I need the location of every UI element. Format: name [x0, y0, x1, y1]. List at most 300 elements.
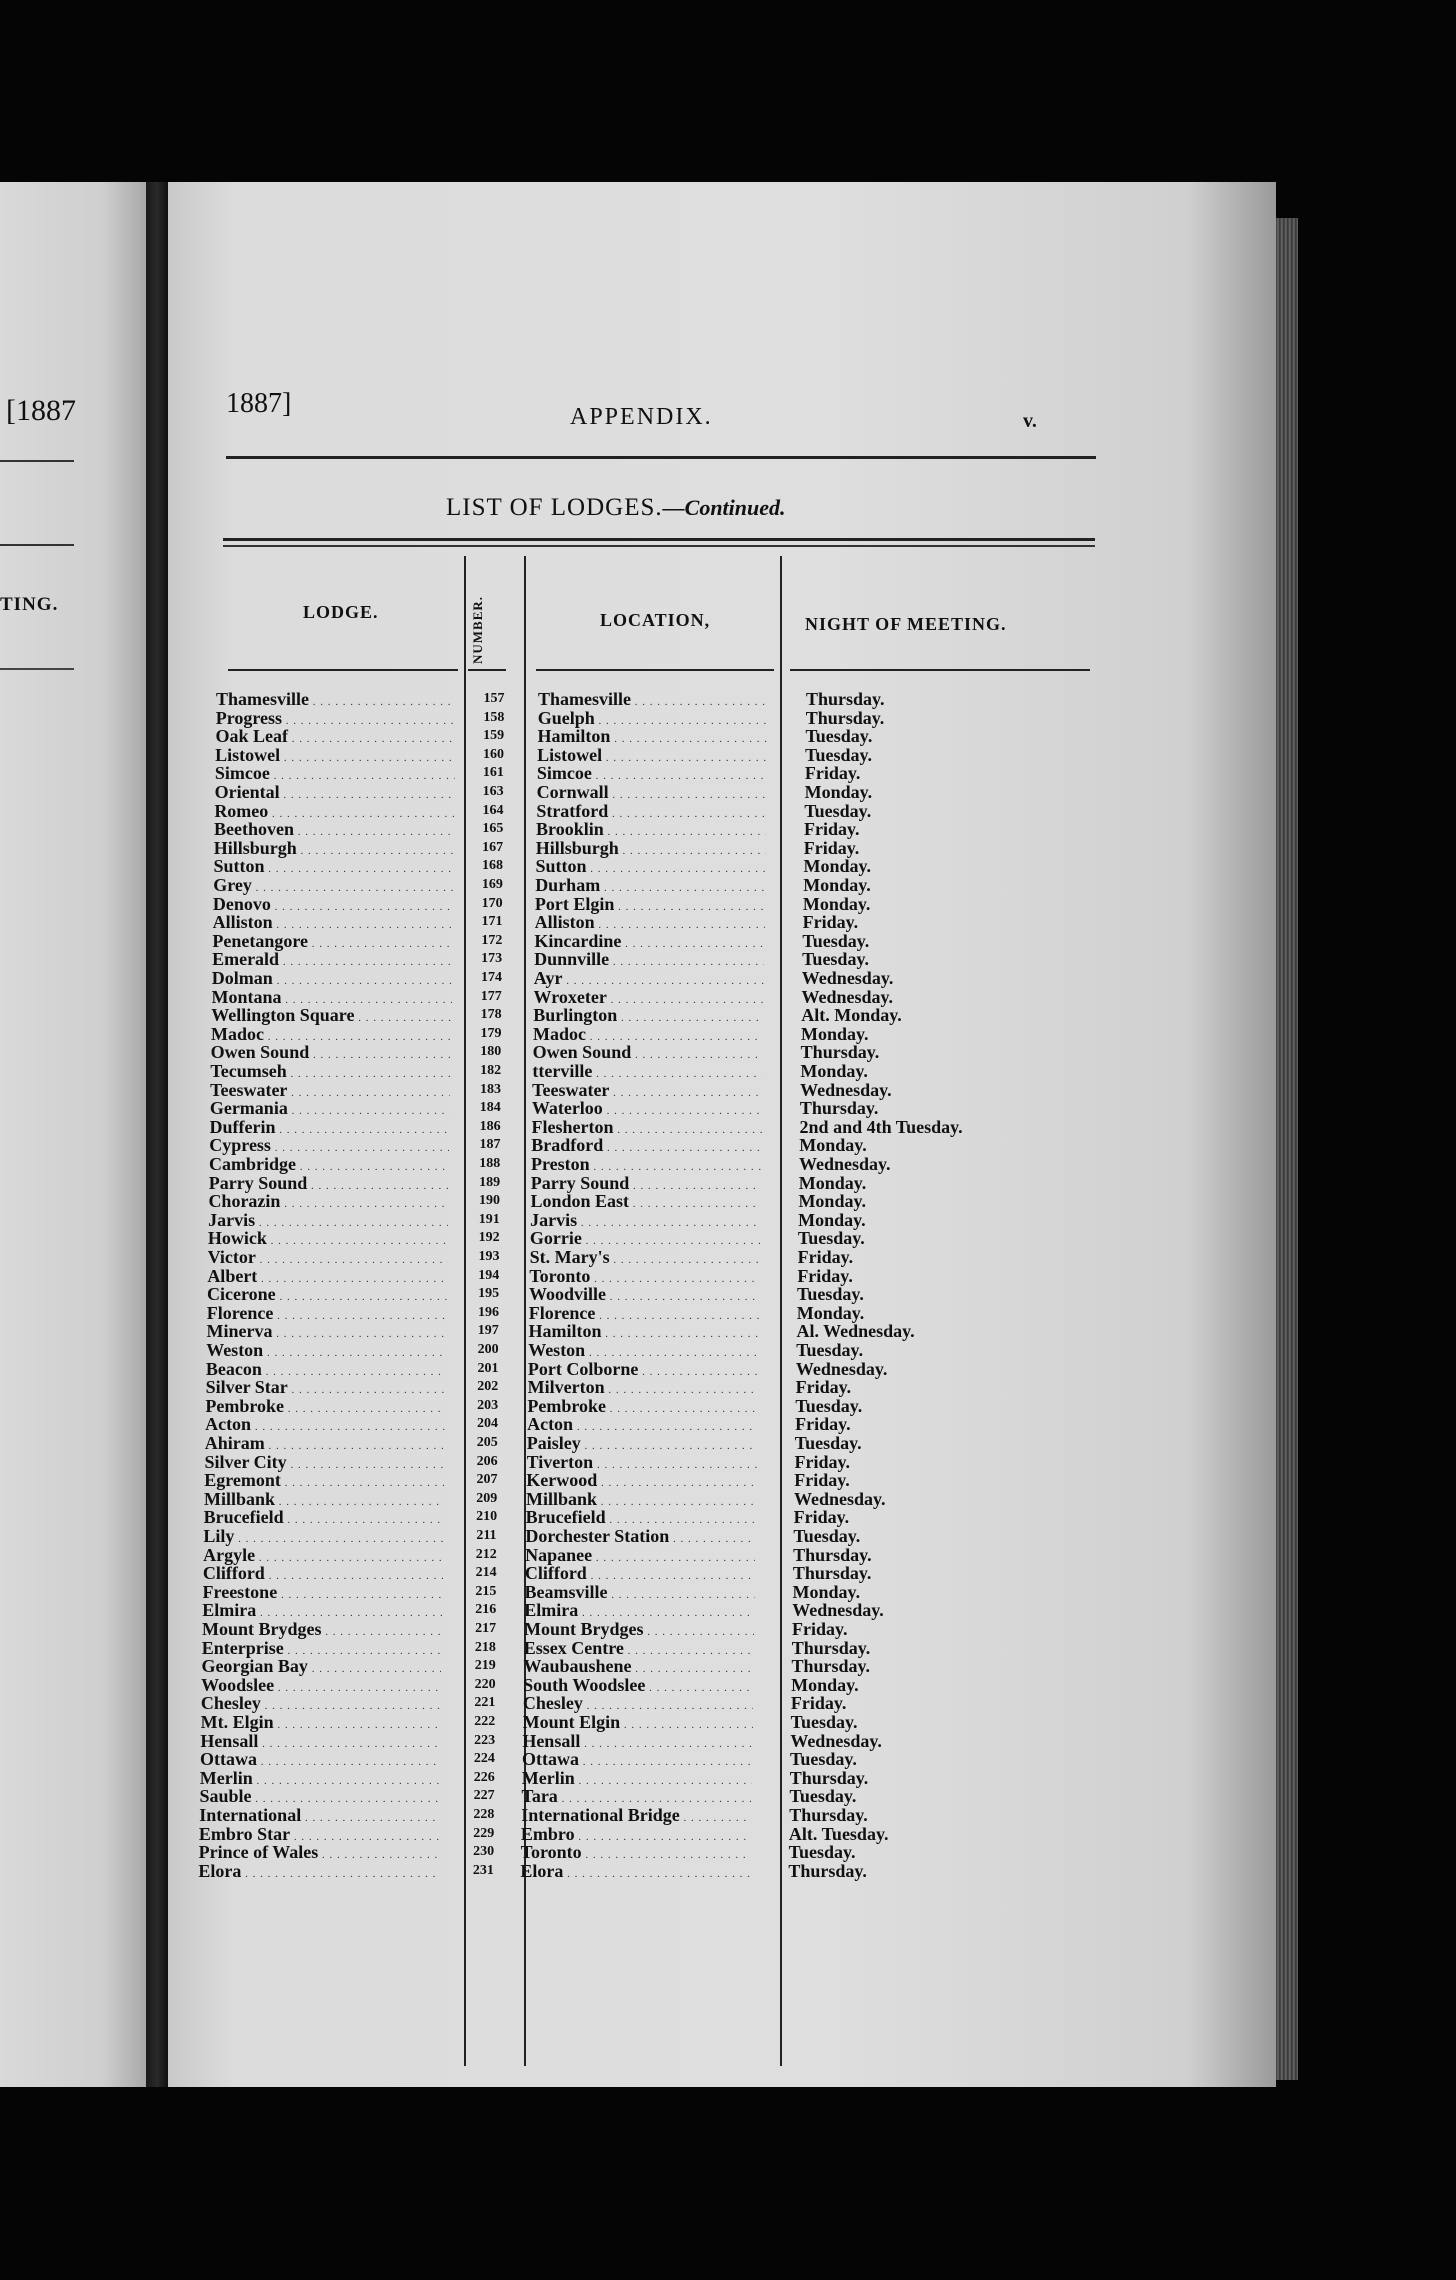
lodge-location: Clifford . . . [525, 1564, 755, 1585]
lodge-name: Jarvis . . . [208, 1211, 448, 1232]
table-row [168, 1062, 1168, 1080]
meeting-night: Wednesday. [795, 1358, 888, 1379]
meeting-night: Wednesday. [792, 1600, 884, 1621]
meeting-night: Friday. [795, 1377, 852, 1398]
meeting-night: Tuesday. [802, 949, 869, 970]
page-number: v. [1023, 410, 1037, 432]
running-head-title: APPENDIX. [570, 404, 713, 430]
table-row [168, 1397, 1168, 1415]
meeting-night: Wednesday. [799, 1154, 891, 1174]
meeting-night: Tuesday. [805, 744, 873, 765]
lodge-name: Elora . . . [198, 1862, 438, 1883]
meeting-night: Wednesday. [801, 986, 894, 1007]
meeting-night: Tuesday. [794, 1433, 862, 1453]
meeting-night: Friday. [804, 763, 861, 784]
lodge-name: Oak Leaf . . . [215, 727, 455, 748]
meeting-night: Tuesday. [802, 930, 870, 951]
table-row [168, 1750, 1168, 1768]
table-row [168, 1639, 1168, 1657]
table-row [168, 1490, 1168, 1508]
lodge-name: Grey . . . [213, 876, 453, 897]
lodge-name: Germania . . . [210, 1099, 450, 1120]
lodge-number: 191 [478, 1211, 500, 1227]
lodge-name: Romeo . . . [214, 802, 454, 823]
lodge-location: Simcoe . . . [537, 764, 767, 785]
table-row [168, 1378, 1168, 1396]
lodge-name: Montana . . . [212, 988, 452, 1009]
lodge-name: Egremont . . . [204, 1471, 444, 1492]
meeting-night: Friday. [794, 1470, 850, 1491]
lodge-location: Pembroke . . . [527, 1397, 757, 1418]
lodge-number: 230 [473, 1844, 495, 1860]
meeting-night: Friday. [793, 1507, 850, 1528]
lodge-name: Albert . . . [207, 1267, 447, 1288]
lodge-name: Listowel . . . [215, 746, 455, 767]
list-title [446, 494, 786, 522]
meeting-night: Monday. [803, 875, 871, 895]
lodge-number: 168 [481, 858, 503, 874]
table-row [168, 1546, 1168, 1564]
lodge-number: 226 [473, 1769, 495, 1785]
table-row [168, 1155, 1168, 1173]
lodge-location: Flesherton . . . [532, 1118, 762, 1139]
lodge-name: Weston . . . [206, 1341, 446, 1362]
lodge-name: Clifford . . . [203, 1564, 443, 1585]
meeting-night: Tuesday. [790, 1749, 857, 1770]
table-row [168, 1825, 1168, 1843]
meeting-night: Al. Wednesday. [796, 1321, 915, 1342]
table-row [168, 1136, 1168, 1154]
lodge-location: Teeswater . . . [532, 1081, 762, 1102]
meeting-night: Tuesday. [793, 1526, 861, 1546]
lodge-number: 217 [475, 1621, 497, 1636]
lodge-location: Thamesville . . . [538, 690, 768, 711]
meeting-night: Thursday. [791, 1656, 870, 1677]
lodge-location: Owen Sound . . . [533, 1043, 763, 1064]
table-row [168, 690, 1168, 708]
column-header-number: NUMBER. [470, 595, 485, 664]
lodge-location: Millbank . . . [526, 1490, 756, 1511]
lodge-location: Kerwood . . . [526, 1471, 756, 1492]
table-row [168, 1267, 1168, 1285]
table-row [168, 1360, 1168, 1378]
lodge-location: Port Elgin . . . [535, 895, 765, 916]
lodge-name: Cicerone . . . [207, 1285, 447, 1306]
lodge-location: Hamilton . . . [528, 1322, 758, 1343]
table-row [168, 783, 1168, 801]
lodge-name: Howick . . . [208, 1229, 448, 1250]
table-row [168, 1676, 1168, 1694]
lodge-number: 204 [476, 1416, 498, 1432]
meeting-night: Friday. [804, 819, 860, 840]
lodge-location: Brucefield . . . [526, 1508, 756, 1529]
lodge-location: Merlin . . . [522, 1769, 752, 1790]
lodge-number: 196 [477, 1304, 499, 1320]
lodge-name: Embro Star . . . [199, 1825, 439, 1846]
lodge-number: 218 [474, 1639, 496, 1655]
meeting-night: Tuesday. [795, 1395, 863, 1416]
header-rule [226, 456, 1096, 459]
meeting-night: Thursday. [800, 1042, 880, 1063]
lodge-location: Port Colborne . . . [528, 1360, 758, 1381]
lodge-location: International Bridge . . . [521, 1806, 751, 1827]
meeting-night: Friday. [790, 1693, 847, 1714]
meeting-night: Alt. Monday. [801, 1005, 902, 1026]
lodge-number: 211 [476, 1528, 497, 1543]
lodge-number: 227 [473, 1788, 495, 1804]
lodge-name: Victor . . . [208, 1248, 448, 1269]
lodge-number: 170 [481, 895, 503, 911]
table-row [168, 820, 1168, 838]
lodge-location: Dunnville . . . [534, 950, 764, 971]
table-row [168, 1285, 1168, 1303]
lodge-name: Ottawa . . . [200, 1750, 440, 1771]
facing-page-rule [0, 460, 74, 462]
meeting-night: Wednesday. [793, 1488, 886, 1509]
lodge-location: Stratford . . . [536, 802, 766, 823]
table-row [168, 1304, 1168, 1322]
table-row [168, 1657, 1168, 1675]
lodge-number: 201 [477, 1360, 499, 1376]
table-row [168, 1769, 1168, 1787]
table-row [168, 1787, 1168, 1805]
table-row [168, 1174, 1168, 1192]
lodge-number: 161 [482, 765, 504, 781]
lodge-name: Cypress . . . [209, 1136, 449, 1157]
meeting-night: Tuesday. [789, 1786, 857, 1807]
table-row [168, 1806, 1168, 1824]
lodge-location: Woodville . . . [529, 1285, 759, 1306]
table-row [168, 988, 1168, 1006]
meeting-night: Thursday. [806, 689, 885, 709]
lodge-number: 193 [478, 1249, 500, 1264]
lodge-number: 169 [481, 877, 503, 892]
table-row [168, 746, 1168, 764]
table-row [168, 1527, 1168, 1545]
lodge-location: Paisley . . . [527, 1434, 757, 1455]
table-row [168, 876, 1168, 894]
meeting-night: Friday. [803, 837, 860, 858]
running-head-year: 1887] [226, 388, 292, 419]
table-row [168, 1471, 1168, 1489]
table-row [168, 1843, 1168, 1861]
lodge-number: 184 [479, 1100, 501, 1116]
meeting-night: Wednesday. [800, 1079, 892, 1100]
lodge-number: 188 [479, 1156, 501, 1171]
lodge-number: 224 [473, 1751, 495, 1767]
lodge-location: Alliston . . . [535, 913, 765, 934]
meeting-night: Thursday. [791, 1637, 871, 1658]
meeting-night: Thursday. [788, 1860, 867, 1881]
lodge-name: Prince of Wales . . . [199, 1843, 439, 1864]
lodge-name: Woodslee . . . [201, 1676, 441, 1697]
table-row [168, 1025, 1168, 1043]
lodge-number: 192 [478, 1230, 500, 1246]
lodge-name: Florence . . . [207, 1304, 447, 1325]
table-row [168, 913, 1168, 931]
meeting-night: Alt. Tuesday. [788, 1823, 889, 1844]
column-header-location: LOCATION, [600, 610, 711, 630]
table-row [168, 1415, 1168, 1433]
table-row [168, 1620, 1168, 1638]
lodge-location: St. Mary's . . . [530, 1248, 760, 1269]
lodge-number: 180 [480, 1044, 502, 1060]
meeting-night: Thursday. [789, 1767, 869, 1788]
meeting-night: Friday. [797, 1247, 854, 1267]
table-row [168, 1508, 1168, 1526]
lodge-location: Ayr . . . [534, 969, 764, 990]
lodge-number: 165 [482, 821, 504, 837]
lodge-number: 202 [477, 1379, 499, 1395]
table-row [168, 1118, 1168, 1136]
meeting-night: Monday. [804, 782, 873, 802]
table-row [168, 1601, 1168, 1619]
meeting-night: Tuesday. [797, 1228, 865, 1249]
lodge-location: Tara . . . [521, 1787, 751, 1808]
header-underline [468, 669, 506, 671]
lodge-name: Freestone . . . [203, 1583, 443, 1604]
header-underline [790, 669, 1090, 671]
lodge-number: 159 [483, 728, 505, 744]
lodge-number: 182 [480, 1063, 502, 1078]
meeting-night: Friday. [802, 912, 859, 933]
lodge-location: Beamsville . . . [525, 1583, 755, 1604]
lodge-name: Beacon . . . [206, 1360, 446, 1381]
lodge-number: 177 [480, 988, 502, 1004]
meeting-night: Friday. [794, 1451, 851, 1472]
document-page [168, 182, 1276, 2087]
lodge-location: Waubaushene . . . [523, 1657, 753, 1678]
facing-page-rule [0, 668, 74, 670]
lodge-number: 189 [479, 1174, 501, 1190]
lodge-number: 195 [478, 1286, 500, 1302]
table-row [168, 1732, 1168, 1750]
lodge-number: 194 [478, 1267, 500, 1283]
lodge-location: Gorrie . . . [530, 1229, 760, 1250]
lodge-location: Waterloo . . . [532, 1099, 762, 1120]
lodge-number: 190 [478, 1193, 500, 1209]
table-row [168, 1862, 1168, 1880]
lodge-number: 157 [483, 691, 505, 706]
table-row [168, 1006, 1168, 1024]
lodge-name: Dolman . . . [212, 969, 452, 990]
lodge-name: Owen Sound . . . [211, 1043, 451, 1064]
lodge-name: Hillsburgh . . . [214, 839, 454, 860]
lodge-location: Preston . . . [531, 1155, 761, 1176]
lodge-location: Essex Centre . . . [524, 1639, 754, 1660]
meeting-night: Friday. [795, 1414, 851, 1435]
lodge-location: Mount Brydges . . . [524, 1620, 754, 1641]
lodge-location: Madoc . . . [533, 1025, 763, 1046]
table-row [168, 895, 1168, 913]
lodge-location: Guelph . . . [538, 709, 768, 730]
lodge-name: Thamesville . . . [216, 690, 456, 711]
table-row [168, 1211, 1168, 1229]
table-row [168, 1081, 1168, 1099]
table-row [168, 1694, 1168, 1712]
lodge-number: 205 [476, 1435, 498, 1450]
lodge-number: 231 [472, 1862, 494, 1878]
lodge-location: Wroxeter . . . [534, 988, 764, 1009]
table-row [168, 1322, 1168, 1340]
table-row [168, 1713, 1168, 1731]
meeting-night: Monday. [796, 1302, 865, 1323]
lodge-name: Georgian Bay . . . [201, 1657, 441, 1678]
meeting-night: Monday. [798, 1191, 866, 1212]
lodge-name: Merlin . . . [200, 1769, 440, 1790]
lodge-number: 172 [481, 932, 503, 948]
meeting-night: Thursday. [799, 1098, 879, 1119]
lodge-name: Mt. Elgin . . . [201, 1713, 441, 1734]
table-row [168, 1434, 1168, 1452]
lodge-number: 206 [476, 1453, 498, 1469]
lodge-location: Listowel . . . [537, 746, 767, 767]
lodge-name: Argyle . . . [203, 1546, 443, 1567]
lodge-name: Parry Sound . . . [209, 1174, 449, 1195]
header-underline [228, 669, 458, 671]
facing-page-rule [0, 544, 74, 546]
lodge-number: 214 [475, 1565, 497, 1581]
lodge-number: 158 [483, 709, 505, 725]
table-row [168, 950, 1168, 968]
lodge-name: Madoc . . . [211, 1025, 451, 1046]
list-title-main: LIST OF LODGES. [446, 494, 663, 521]
lodge-location: Napanee . . . [525, 1546, 755, 1567]
meeting-night: Monday. [800, 1061, 868, 1081]
lodge-number: 171 [481, 914, 503, 930]
table-row [168, 1229, 1168, 1247]
meeting-night: Monday. [792, 1581, 861, 1602]
title-rule [223, 545, 1095, 547]
meeting-night: Monday. [798, 1209, 866, 1230]
table-row [168, 1341, 1168, 1359]
table-row [168, 1583, 1168, 1601]
table-row [168, 1192, 1168, 1210]
lodge-name: Progress . . . [216, 709, 456, 730]
lodge-name: Hensall . . . [200, 1732, 440, 1753]
lodge-number: 212 [475, 1546, 497, 1562]
lodge-location: Milverton . . . [528, 1378, 758, 1399]
lodge-location: Jarvis . . . [530, 1211, 760, 1232]
lodge-number: 174 [480, 970, 502, 985]
lodge-number: 221 [474, 1695, 496, 1711]
table-row [168, 727, 1168, 745]
table-row [168, 857, 1168, 875]
lodge-location: tterville . . . [532, 1062, 762, 1083]
meeting-night: Friday. [792, 1619, 848, 1639]
lodge-location: Kincardine . . . [534, 932, 764, 953]
facing-page-year: [1887 [6, 394, 76, 427]
lodge-location: Bradford . . . [531, 1136, 761, 1157]
lodge-location: Durham . . . [535, 876, 765, 897]
column-header-night: NIGHT OF MEETING. [805, 614, 1007, 634]
lodge-name: Millbank . . . [204, 1490, 444, 1511]
lodge-location: Embro . . . [521, 1825, 751, 1846]
lodge-location: Dorchester Station . . . [525, 1527, 755, 1548]
lodge-name: Sauble . . . [199, 1787, 439, 1808]
lodge-number: 222 [474, 1714, 496, 1729]
lodge-name: Oriental . . . [215, 783, 455, 804]
lodge-name: Chesley . . . [201, 1694, 441, 1715]
lodge-location: London East . . . [530, 1192, 760, 1213]
table-row [168, 1248, 1168, 1266]
lodge-location: Toronto . . . [521, 1843, 751, 1864]
lodge-number: 215 [475, 1583, 497, 1599]
lodge-location: Elmira . . . [524, 1601, 754, 1622]
lodge-name: Chorazin . . . [208, 1192, 448, 1213]
table-row [168, 839, 1168, 857]
title-rule [223, 538, 1095, 541]
column-header-lodge: LODGE. [303, 602, 379, 622]
meeting-night: Wednesday. [790, 1730, 882, 1751]
meeting-night: Monday. [799, 1135, 867, 1156]
meeting-night: Monday. [791, 1674, 859, 1695]
lodge-number: 207 [476, 1472, 498, 1488]
lodge-number: 160 [482, 746, 504, 762]
lodge-location: Burlington . . . [533, 1006, 763, 1027]
lodge-name: Pembroke . . . [205, 1397, 445, 1418]
lodge-location: Chesley . . . [523, 1694, 753, 1715]
lodge-number: 167 [482, 839, 504, 855]
lodge-name: Enterprise . . . [202, 1639, 442, 1660]
lodge-number: 220 [474, 1676, 496, 1692]
list-title-continued: —Continued. [662, 495, 786, 520]
lodge-name: Emerald . . . [212, 950, 452, 971]
lodge-number: 223 [474, 1732, 496, 1748]
meeting-night: Monday. [802, 893, 871, 914]
lodge-number: 197 [477, 1323, 499, 1339]
meeting-night: Monday. [798, 1172, 867, 1193]
meeting-night: Tuesday. [805, 726, 873, 747]
lodge-name: Penetangore . . . [212, 932, 452, 953]
lodge-name: Wellington Square . . . [211, 1006, 451, 1027]
lodge-number: 229 [473, 1825, 495, 1841]
book-gutter [146, 182, 168, 2087]
meeting-night: Thursday. [805, 707, 885, 728]
lodge-location: Toronto . . . [529, 1267, 759, 1288]
lodge-name: Alliston . . . [213, 913, 453, 934]
lodge-name: International . . . [199, 1806, 439, 1827]
meeting-night: Wednesday. [801, 968, 894, 988]
lodge-name: Brucefield . . . [204, 1508, 444, 1529]
lodge-number: 183 [479, 1081, 501, 1097]
lodge-number: 164 [482, 802, 504, 818]
page-edge [1276, 218, 1298, 2080]
lodge-name: Sutton . . . [213, 857, 453, 878]
meeting-night: Friday. [797, 1265, 853, 1286]
table-row [168, 969, 1168, 987]
meeting-night: Monday. [800, 1023, 869, 1044]
meeting-night: Tuesday. [796, 1340, 864, 1360]
meeting-night: Thursday. [792, 1563, 872, 1584]
facing-page [0, 182, 146, 2087]
lodge-name: Acton . . . [205, 1415, 445, 1436]
lodge-name: Simcoe . . . [215, 764, 455, 785]
lodge-number: 163 [482, 784, 504, 799]
lodge-name: Lily . . . [203, 1527, 443, 1548]
meeting-night: Tuesday. [804, 800, 872, 821]
lodge-location: Elora . . . [520, 1862, 750, 1883]
lodge-location: Parry Sound . . . [531, 1174, 761, 1195]
lodge-number: 173 [481, 951, 503, 967]
lodge-name: Teeswater . . . [210, 1081, 450, 1102]
lodge-location: Hensall . . . [522, 1732, 752, 1753]
lodge-number: 216 [475, 1602, 497, 1618]
lodge-location: Brooklin . . . [536, 820, 766, 841]
lodge-number: 179 [480, 1025, 502, 1041]
lodge-number: 186 [479, 1118, 501, 1134]
lodge-number: 178 [480, 1007, 502, 1023]
